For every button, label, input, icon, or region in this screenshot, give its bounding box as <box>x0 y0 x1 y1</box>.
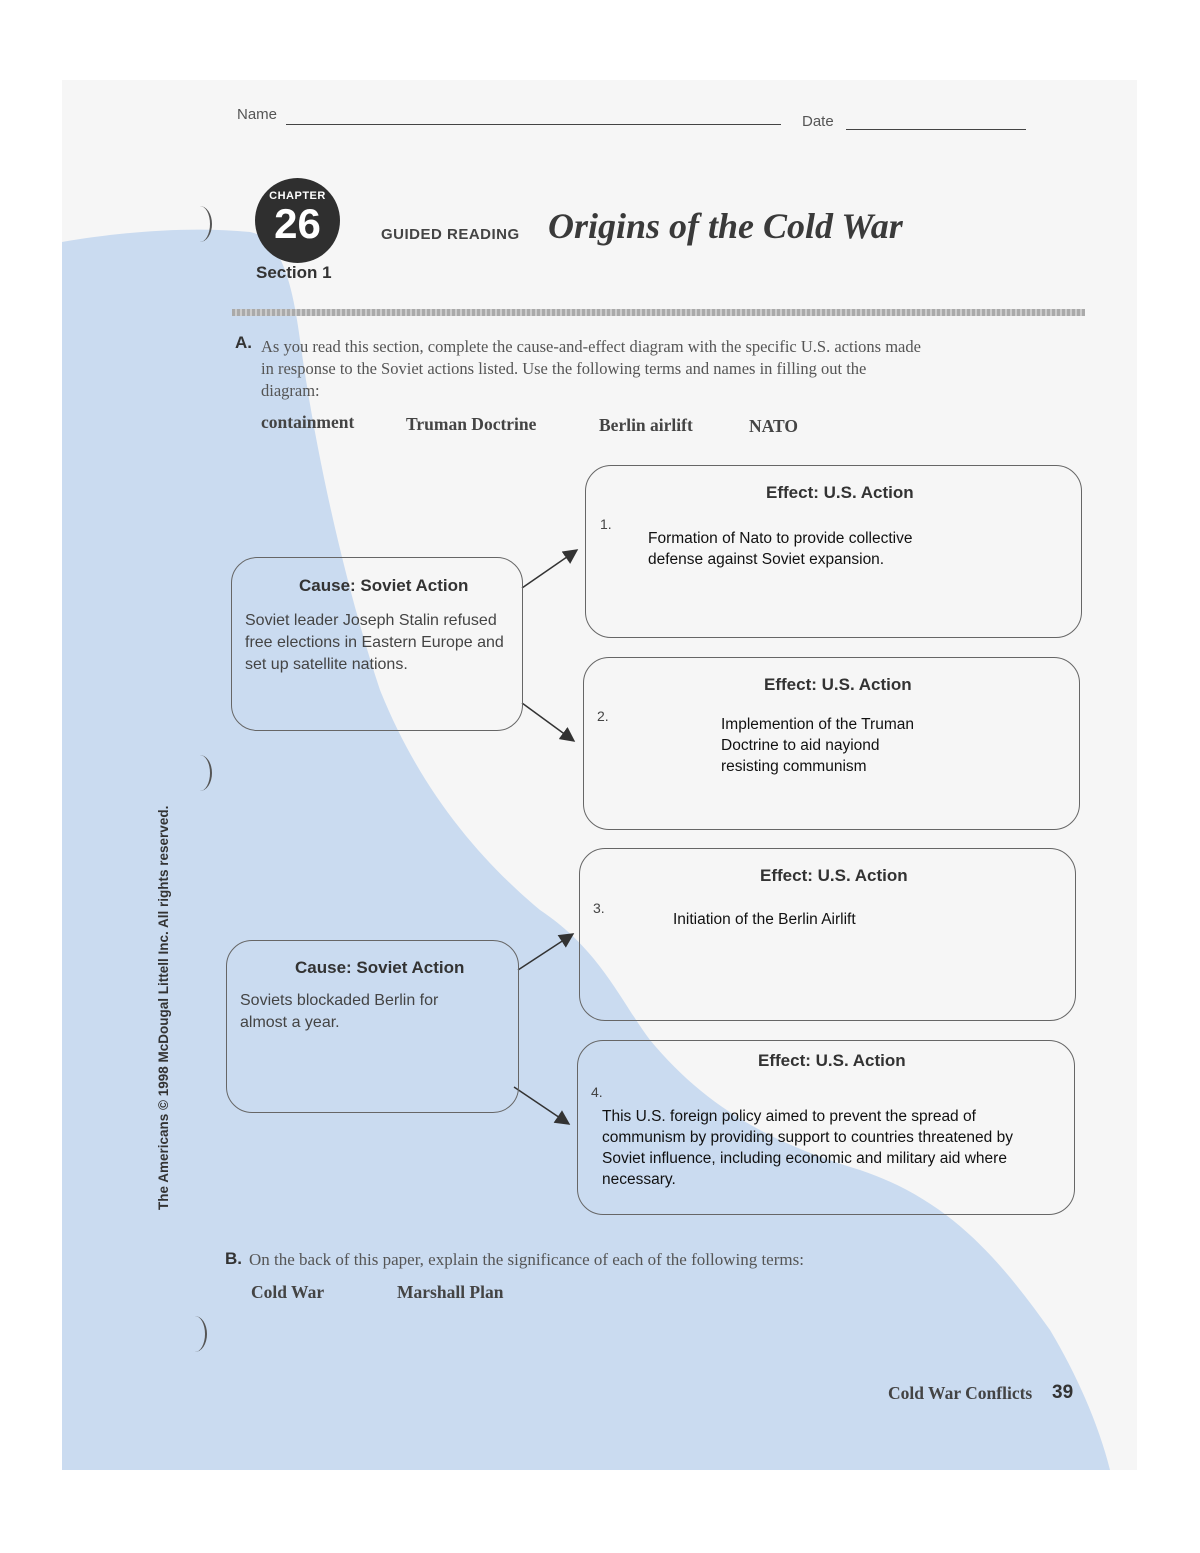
term-cold-war: Cold War <box>251 1282 325 1302</box>
cause-text: Soviets blockaded Berlin for almost a year. <box>240 992 439 1031</box>
copyright-notice: The Americans © 1998 McDougal Littell Inc. All rights reserved. <box>156 805 171 1210</box>
arrow-to-effect-1 <box>522 550 577 588</box>
effect-box-2 <box>583 657 1080 830</box>
part-a-instructions: As you read this section, complete the cause-and-effect diagram with the specific U.S. actions made in response to the Soviet actions listed. Use the following terms and names in filling out the diagram: <box>261 337 921 400</box>
effect-number: 1. <box>600 516 612 532</box>
effect-title: Effect: U.S. Action <box>766 483 914 502</box>
term-truman-doctrine: Truman Doctrine <box>406 414 537 434</box>
cause-box-2 <box>226 940 519 1113</box>
page-title: Origins of the Cold War <box>548 206 903 246</box>
arrow-to-effect-4 <box>514 1087 569 1124</box>
effect-box-4 <box>577 1040 1075 1215</box>
effect-answer[interactable]: Initiation of the Berlin Airlift <box>673 911 856 928</box>
term-berlin-airlift: Berlin airlift <box>599 415 693 435</box>
effect-title: Effect: U.S. Action <box>758 1051 906 1070</box>
arrow-to-effect-3 <box>518 934 573 970</box>
chapter-word: CHAPTER <box>269 190 326 202</box>
effect-number: 4. <box>591 1084 603 1100</box>
part-b-instructions: On the back of this paper, explain the significance of each of the following terms: <box>249 1250 804 1269</box>
effect-answer[interactable]: This U.S. foreign policy aimed to prevent the spread of communism by providing support to countries threatened by Soviet influence, including economic and military aid where necessary. <box>602 1108 1013 1188</box>
cause-title: Cause: Soviet Action <box>295 958 465 977</box>
footer-book-title: Cold War Conflicts <box>888 1383 1033 1403</box>
effect-box-1 <box>585 465 1082 638</box>
part-a-letter: A. <box>235 333 252 352</box>
cause-title: Cause: Soviet Action <box>299 576 469 595</box>
guided-reading-label: GUIDED READING <box>381 226 520 243</box>
chapter-number: 26 <box>274 200 321 247</box>
cause-text: Soviet leader Joseph Stalin refused free elections in Eastern Europe and set up satellite nations. <box>245 612 504 673</box>
part-b-letter: B. <box>225 1249 242 1268</box>
effect-title: Effect: U.S. Action <box>764 675 912 694</box>
footer-page-number: 39 <box>1052 1382 1074 1403</box>
effect-title: Effect: U.S. Action <box>760 866 908 885</box>
effect-number: 2. <box>597 708 609 724</box>
section-label: Section 1 <box>256 263 332 282</box>
term-containment: containment <box>261 412 355 432</box>
term-nato: NATO <box>749 416 798 436</box>
effect-answer[interactable]: Implemention of the Truman Doctrine to aid nayiond resisting communism <box>721 716 914 775</box>
term-marshall-plan: Marshall Plan <box>397 1282 504 1302</box>
name-label: Name <box>237 106 278 123</box>
arrow-to-effect-2 <box>522 703 574 741</box>
effect-number: 3. <box>593 900 605 916</box>
effect-answer[interactable]: Formation of Nato to provide collective defense against Soviet expansion. <box>648 530 913 568</box>
date-label: Date <box>802 113 834 130</box>
effect-box-3 <box>579 848 1076 1021</box>
cause-box-1 <box>231 557 523 731</box>
